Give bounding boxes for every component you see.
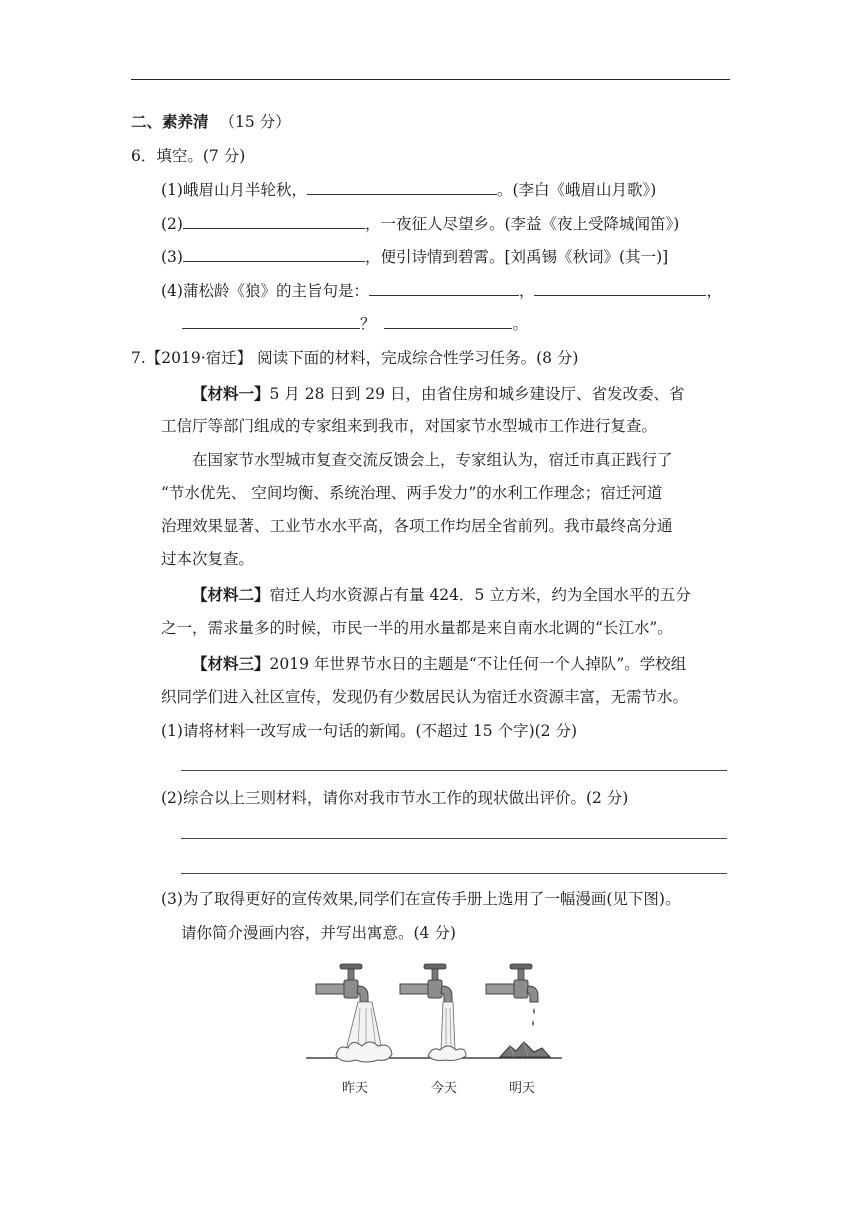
section-heading [131, 112, 291, 132]
question-mark: ？ [360, 315, 376, 333]
q6-item-1-text: (1)峨眉山月半轮秋， [161, 181, 307, 199]
q6-item-4-cont [182, 314, 528, 334]
material-1-line-5: 治理效果显著、工业节水水平高，各项工作均居全省前列。我市最终高分通 [161, 517, 673, 535]
answer-blank[interactable] [534, 281, 706, 296]
q6-item-4-text: (4)蒲松龄《狼》的主旨句是： [161, 282, 369, 300]
q6-item-2-num: (2) [161, 215, 183, 233]
q6-item-3-text: ，便引诗情到碧霄。[刘禹锡《秋词》(其一)] [364, 248, 669, 266]
q6-item-1-source: 。(李白《峨眉山月歌》) [496, 181, 657, 199]
material-2-line-2: 之一，需求量多的时候，市民一半的用水量都是来自南水北调的“长江水”。 [161, 619, 673, 637]
answer-blank[interactable] [307, 180, 497, 195]
comma: ， [706, 282, 722, 300]
section-title: 二、素养清 [131, 113, 209, 131]
comma: ， [518, 282, 535, 300]
q6-item-3 [161, 247, 668, 267]
answer-blank[interactable] [369, 281, 519, 296]
material-2-tag: 【材料二】 [192, 586, 270, 604]
period: 。 [512, 315, 528, 333]
material-1-line-3: 在国家节水型城市复查交流反馈会上，专家组认为，宿迁市真正践行了 [192, 451, 673, 469]
answer-blank[interactable] [182, 314, 360, 329]
q6-item-4 [161, 281, 722, 301]
material-1-line-1 [192, 384, 684, 404]
q7-sub-1: (1)请将材料一改写成一句话的新闻。(不超过 15 个字)(2 分) [161, 722, 578, 740]
q6-item-2 [161, 214, 679, 234]
material-3-text: 2019 年世界节水日的主题是“不让任何一个人掉队”。学校组 [269, 655, 687, 673]
faucet-today-icon [400, 964, 466, 1061]
material-2-line-1 [192, 585, 691, 605]
top-rule [131, 79, 730, 80]
q6-item-2-text: ，一夜征人尽望乡。(李益《夜上受降城闻笛》) [364, 215, 680, 233]
faucet-tomorrow-icon [486, 964, 550, 1057]
q6-item-3-num: (3) [161, 248, 183, 266]
caption-yesterday: 昨天 [342, 1081, 369, 1096]
answer-blank[interactable] [183, 247, 365, 262]
q7-sub-3-line-1: (3)为了取得更好的宣传效果,同学们在宣传手册上选用了一幅漫画(见下图)。 [161, 890, 681, 908]
material-3-line-2: 织同学们进入社区宣传，发现仍有少数居民认为宿迁水资源丰富，无需节水。 [161, 688, 689, 706]
q6-item-1 [161, 180, 656, 200]
answer-line[interactable] [181, 873, 727, 874]
q7-sub-3-line-2: 请你简介漫画内容，并写出寓意。(4 分) [181, 924, 456, 942]
q6-stem: 6．填空。(7 分) [131, 147, 246, 165]
caption-today: 今天 [431, 1081, 458, 1096]
answer-line[interactable] [181, 838, 727, 839]
answer-blank[interactable] [384, 314, 512, 329]
caption-tomorrow: 明天 [509, 1081, 536, 1096]
q7-stem: 7.【2019·宿迁】 阅读下面的材料，完成综合性学习任务。(8 分) [131, 349, 579, 367]
material-1-line-2: 工信厅等部门组成的专家组来到我市，对国家节水型城市工作进行复查。 [161, 417, 658, 435]
material-1-line-4: “节水优先、 空间均衡、系统治理、两手发力”的水利工作理念；宿迁河道 [161, 484, 663, 502]
faucet-yesterday-icon [316, 964, 392, 1062]
answer-line[interactable] [181, 770, 727, 771]
material-1-tag: 【材料一】 [192, 385, 270, 403]
material-2-text: 宿迁人均水资源占有量 424．5 立方米，约为全国水平的五分 [269, 586, 691, 604]
material-1-line-6: 过本次复查。 [161, 550, 255, 568]
material-3-line-1 [192, 654, 686, 674]
material-3-tag: 【材料三】 [192, 655, 270, 673]
material-1-text: 5 月 28 日到 29 日，由省住房和城乡建设厅、省发改委、省 [269, 385, 685, 403]
q7-sub-2: (2)综合以上三则材料，请你对我市节水工作的现状做出评价。(2 分) [161, 789, 629, 807]
section-score: （15 分） [219, 113, 291, 131]
answer-blank[interactable] [183, 214, 365, 229]
